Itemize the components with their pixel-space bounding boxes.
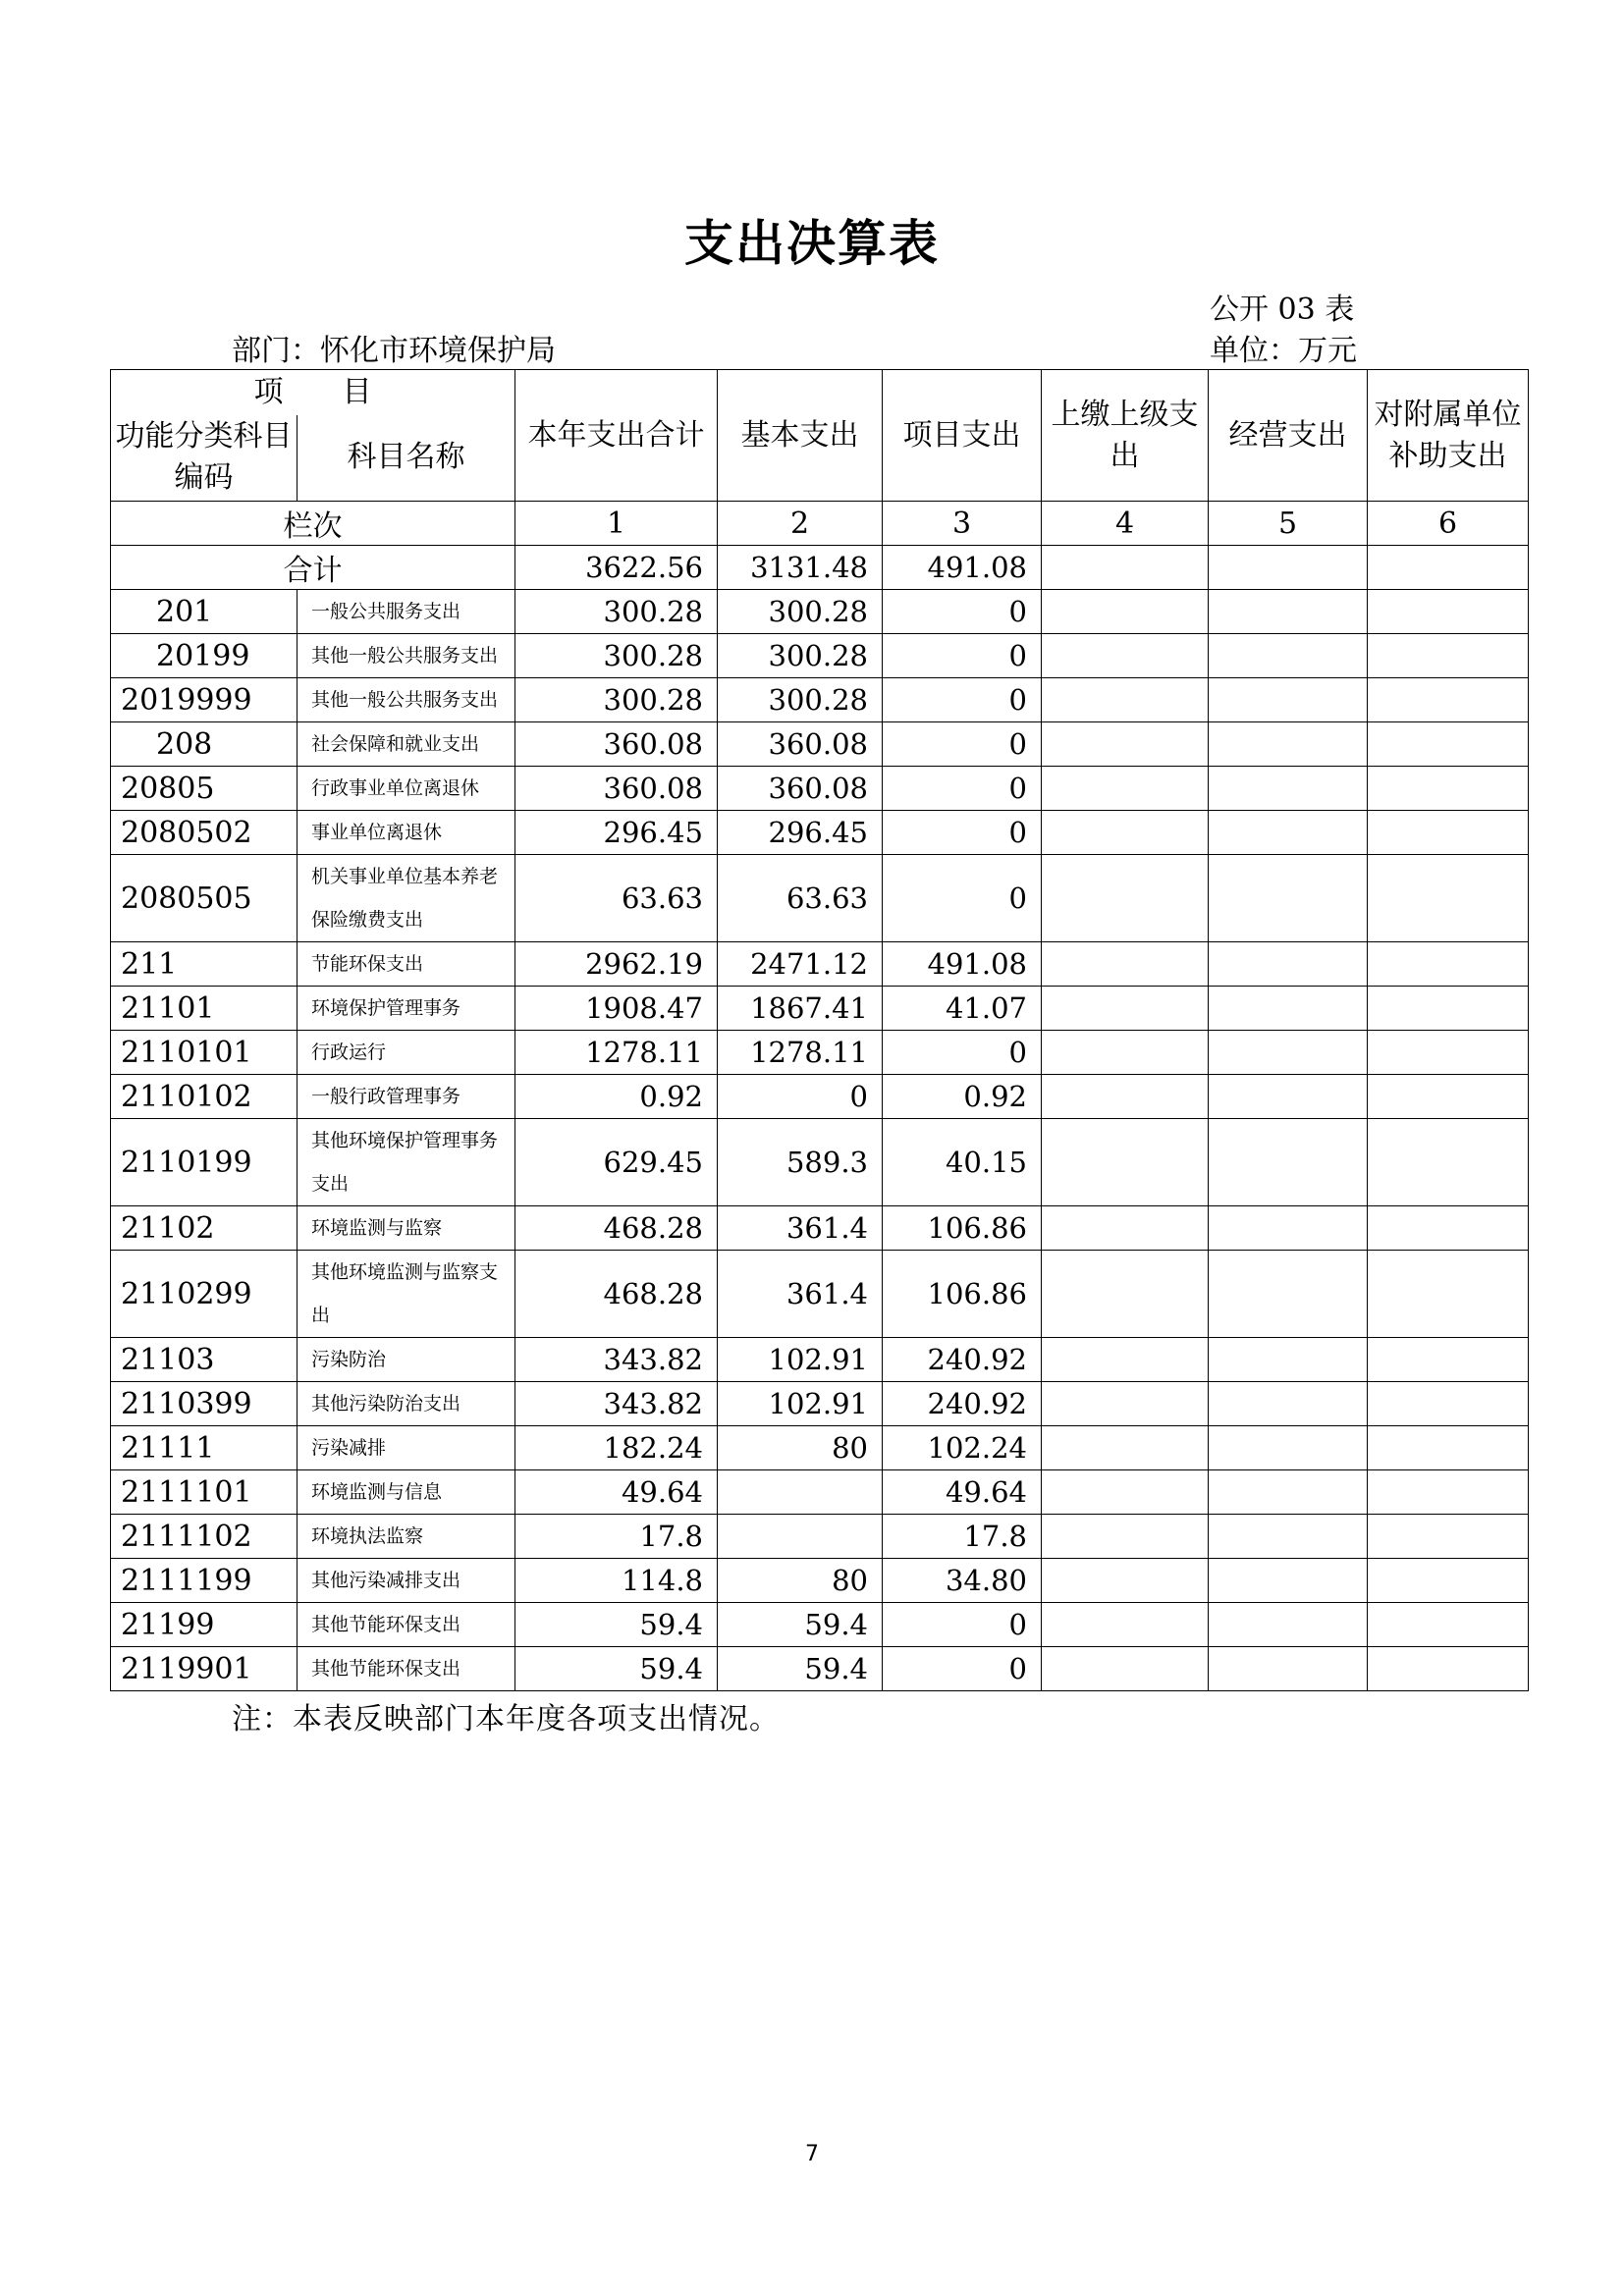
row-subsidy [1368,1382,1529,1426]
table-row [111,1470,1529,1515]
row-subsidy [1368,1251,1529,1338]
row-code: 208 [111,722,298,767]
row-subsidy [1368,767,1529,811]
row-subsidy [1368,1426,1529,1470]
row-basic: 63.63 [718,855,883,942]
header-remit: 上缴上级支出 [1042,370,1209,502]
row-project: 49.64 [883,1470,1042,1515]
table-row [111,987,1529,1031]
row-total: 182.24 [515,1426,718,1470]
row-code: 21111 [111,1426,298,1470]
row-project: 34.80 [883,1559,1042,1603]
table-row [111,634,1529,678]
row-remit [1042,811,1209,855]
row-subsidy [1368,678,1529,722]
row-remit [1042,678,1209,722]
row-project: 102.24 [883,1426,1042,1470]
row-code: 201 [111,590,298,634]
row-name: 环境监测与信息 [298,1470,515,1515]
row-total: 360.08 [515,722,718,767]
row-code: 2019999 [111,678,298,722]
row-remit [1042,987,1209,1031]
row-code: 2119901 [111,1647,298,1691]
row-name: 一般公共服务支出 [298,590,515,634]
column-number: 3 [883,502,1042,546]
row-total: 1908.47 [515,987,718,1031]
row-subsidy [1368,855,1529,942]
row-basic: 59.4 [718,1647,883,1691]
row-remit [1042,767,1209,811]
column-label: 栏次 [111,502,515,546]
row-name: 其他节能环保支出 [298,1647,515,1691]
row-business [1209,1470,1368,1515]
row-basic [718,1515,883,1559]
page-title: 支出决算表 [684,214,940,272]
row-project: 0 [883,678,1042,722]
row-name: 行政事业单位离退休 [298,767,515,811]
row-subsidy [1368,811,1529,855]
row-name: 其他一般公共服务支出 [298,678,515,722]
total-project: 491.08 [883,546,1042,590]
row-total: 343.82 [515,1338,718,1382]
row-code: 2111199 [111,1559,298,1603]
row-subsidy [1368,942,1529,987]
row-basic: 300.28 [718,634,883,678]
row-name: 其他环境保护管理事务支出 [298,1119,515,1206]
row-total: 300.28 [515,590,718,634]
row-total: 343.82 [515,1382,718,1426]
row-remit [1042,590,1209,634]
row-subsidy [1368,1075,1529,1119]
row-remit [1042,722,1209,767]
table-row [111,1647,1529,1691]
row-business [1209,1075,1368,1119]
row-code: 2110102 [111,1075,298,1119]
table-row [111,1338,1529,1382]
total-row [111,546,1529,590]
row-remit [1042,1119,1209,1206]
row-code: 2111101 [111,1470,298,1515]
department-label: 部门：怀化市环境保护局 [232,334,556,368]
row-code: 2110299 [111,1251,298,1338]
row-remit [1042,634,1209,678]
footnote: 注：本表反映部门本年度各项支出情况。 [232,1702,780,1736]
row-basic: 360.08 [718,767,883,811]
row-business [1209,1206,1368,1251]
header-total: 本年支出合计 [515,370,718,502]
row-project: 240.92 [883,1338,1042,1382]
row-remit [1042,1338,1209,1382]
row-subsidy [1368,722,1529,767]
table-row [111,590,1529,634]
row-subsidy [1368,1119,1529,1206]
row-business [1209,1031,1368,1075]
table-row [111,1251,1529,1338]
row-name: 一般行政管理事务 [298,1075,515,1119]
row-remit [1042,1251,1209,1338]
header-code: 功能分类科目编码 [111,415,298,502]
row-project: 106.86 [883,1251,1042,1338]
row-total: 296.45 [515,811,718,855]
row-subsidy [1368,1603,1529,1647]
row-total: 300.28 [515,678,718,722]
total-business [1209,546,1368,590]
row-name: 环境执法监察 [298,1515,515,1559]
row-business [1209,634,1368,678]
row-subsidy [1368,590,1529,634]
table-row [111,1206,1529,1251]
header-project: 项目支出 [883,370,1042,502]
table-row [111,767,1529,811]
row-project: 0 [883,767,1042,811]
total-remit [1042,546,1209,590]
row-name: 其他节能环保支出 [298,1603,515,1647]
row-total: 468.28 [515,1251,718,1338]
row-business [1209,1647,1368,1691]
row-basic: 0 [718,1075,883,1119]
table-row [111,678,1529,722]
row-total: 49.64 [515,1470,718,1515]
total-subsidy [1368,546,1529,590]
row-project: 0 [883,590,1042,634]
row-name: 行政运行 [298,1031,515,1075]
row-code: 211 [111,942,298,987]
row-subsidy [1368,1647,1529,1691]
column-number: 5 [1209,502,1368,546]
row-remit [1042,1515,1209,1559]
row-business [1209,767,1368,811]
row-remit [1042,1426,1209,1470]
row-remit [1042,1559,1209,1603]
row-project: 41.07 [883,987,1042,1031]
row-remit [1042,1206,1209,1251]
row-project: 106.86 [883,1206,1042,1251]
row-business [1209,811,1368,855]
header-basic: 基本支出 [718,370,883,502]
row-code: 2080502 [111,811,298,855]
row-code: 20805 [111,767,298,811]
row-code: 21101 [111,987,298,1031]
row-subsidy [1368,1470,1529,1515]
table-row [111,722,1529,767]
row-name: 事业单位离退休 [298,811,515,855]
total-amount: 3622.56 [515,546,718,590]
row-project: 240.92 [883,1382,1042,1426]
row-basic: 102.91 [718,1382,883,1426]
table-row [111,1515,1529,1559]
row-subsidy [1368,1559,1529,1603]
column-number: 6 [1368,502,1529,546]
table-row [111,1031,1529,1075]
row-subsidy [1368,1515,1529,1559]
row-total: 1278.11 [515,1031,718,1075]
total-basic: 3131.48 [718,546,883,590]
header-subsidy: 对附属单位补助支出 [1368,370,1529,502]
row-total: 59.4 [515,1603,718,1647]
row-name: 社会保障和就业支出 [298,722,515,767]
row-code: 2110399 [111,1382,298,1426]
row-project: 0 [883,722,1042,767]
total-label: 合计 [111,546,515,590]
row-code: 2111102 [111,1515,298,1559]
table-row [111,1382,1529,1426]
row-business [1209,855,1368,942]
row-business [1209,678,1368,722]
row-name: 环境监测与监察 [298,1206,515,1251]
row-project: 491.08 [883,942,1042,987]
row-business [1209,1251,1368,1338]
row-business [1209,1515,1368,1559]
row-subsidy [1368,987,1529,1031]
row-remit [1042,942,1209,987]
table-row [111,942,1529,987]
row-business [1209,1559,1368,1603]
row-total: 63.63 [515,855,718,942]
row-subsidy [1368,1031,1529,1075]
row-remit [1042,855,1209,942]
row-basic [718,1470,883,1515]
row-business [1209,722,1368,767]
header-name: 科目名称 [298,415,515,502]
row-total: 468.28 [515,1206,718,1251]
row-remit [1042,1075,1209,1119]
row-name: 其他污染减排支出 [298,1559,515,1603]
row-total: 300.28 [515,634,718,678]
table-row [111,855,1529,942]
row-subsidy [1368,1338,1529,1382]
row-name: 其他污染防治支出 [298,1382,515,1426]
row-remit [1042,1603,1209,1647]
row-subsidy [1368,634,1529,678]
row-project: 0.92 [883,1075,1042,1119]
row-code: 21103 [111,1338,298,1382]
row-basic: 360.08 [718,722,883,767]
row-name: 污染防治 [298,1338,515,1382]
row-project: 0 [883,634,1042,678]
row-basic: 80 [718,1426,883,1470]
row-business [1209,1119,1368,1206]
row-name: 污染减排 [298,1426,515,1470]
row-name: 其他环境监测与监察支出 [298,1251,515,1338]
row-code: 2110101 [111,1031,298,1075]
row-project: 0 [883,1647,1042,1691]
row-basic: 589.3 [718,1119,883,1206]
row-project: 17.8 [883,1515,1042,1559]
expenditure-table [110,369,1529,1691]
row-name: 机关事业单位基本养老保险缴费支出 [298,855,515,942]
column-number: 1 [515,502,718,546]
row-business [1209,590,1368,634]
form-number: 公开 03 表 [1210,293,1355,327]
header-business: 经营支出 [1209,370,1368,502]
unit-label: 单位：万元 [1210,334,1357,368]
row-basic: 300.28 [718,678,883,722]
row-total: 59.4 [515,1647,718,1691]
header-item: 项 目 [111,370,515,415]
table-row [111,1119,1529,1206]
row-total: 114.8 [515,1559,718,1603]
row-basic: 361.4 [718,1206,883,1251]
row-remit [1042,1031,1209,1075]
row-project: 0 [883,1031,1042,1075]
row-code: 21102 [111,1206,298,1251]
row-total: 629.45 [515,1119,718,1206]
row-basic: 1278.11 [718,1031,883,1075]
row-subsidy [1368,1206,1529,1251]
row-project: 0 [883,1603,1042,1647]
column-number: 2 [718,502,883,546]
row-total: 17.8 [515,1515,718,1559]
row-basic: 300.28 [718,590,883,634]
row-remit [1042,1470,1209,1515]
row-basic: 80 [718,1559,883,1603]
row-name: 其他一般公共服务支出 [298,634,515,678]
row-basic: 102.91 [718,1338,883,1382]
row-project: 0 [883,855,1042,942]
row-total: 360.08 [515,767,718,811]
row-project: 0 [883,811,1042,855]
row-code: 21199 [111,1603,298,1647]
row-basic: 361.4 [718,1251,883,1338]
row-basic: 2471.12 [718,942,883,987]
row-code: 2110199 [111,1119,298,1206]
table-row [111,1603,1529,1647]
row-business [1209,1382,1368,1426]
row-basic: 59.4 [718,1603,883,1647]
row-business [1209,942,1368,987]
row-project: 40.15 [883,1119,1042,1206]
column-number: 4 [1042,502,1209,546]
row-business [1209,987,1368,1031]
table-row [111,811,1529,855]
row-code: 2080505 [111,855,298,942]
row-code: 20199 [111,634,298,678]
row-basic: 1867.41 [718,987,883,1031]
table-row [111,1075,1529,1119]
column-number-row [111,502,1529,546]
row-name: 节能环保支出 [298,942,515,987]
table-row [111,1559,1529,1603]
table-row [111,1426,1529,1470]
row-remit [1042,1382,1209,1426]
row-remit [1042,1647,1209,1691]
row-business [1209,1603,1368,1647]
row-name: 环境保护管理事务 [298,987,515,1031]
row-business [1209,1338,1368,1382]
row-total: 2962.19 [515,942,718,987]
page-number: 7 [805,2142,819,2166]
row-business [1209,1426,1368,1470]
row-total: 0.92 [515,1075,718,1119]
row-basic: 296.45 [718,811,883,855]
